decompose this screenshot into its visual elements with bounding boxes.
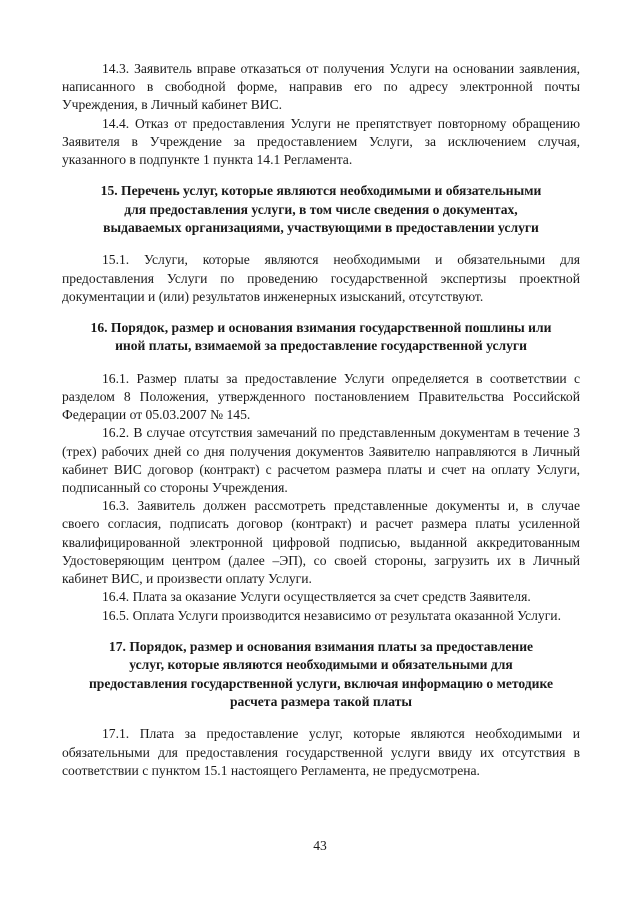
paragraph-14-4: 14.4. Отказ от предоставления Услуги не препятствует повторному обращению Заявителя в Учреждение за предоставлением Услуги, за исключением случая, указанного в подпункте 1 пункта 14.1 Регламента. <box>62 115 580 168</box>
section-17-heading-line-3: предоставления государственной услуги, включая информацию о методике <box>88 675 554 691</box>
section-15-heading <box>62 182 580 237</box>
paragraph-16-3: 16.3. Заявитель должен рассмотреть представленные документы и, в случае своего согласия, подписать договор (контракт) и расчет размера платы усиленной квалифицированной электронной цифровой подписью, выданной аккредитованным Удостоверяющим центром (далее –ЭП), со своей стороны, загрузить их в Личный кабинет ВИС, и произвести оплату Услуги. <box>62 498 580 587</box>
page-number: 43 <box>313 838 327 853</box>
paragraph-16-5: 16.5. Оплата Услуги производится независимо от результата оказанной Услуги. <box>102 607 561 623</box>
section-15-heading-line-1: 15. Перечень услуг, которые являются необходимыми и обязательными <box>100 183 542 199</box>
document-page <box>62 60 580 780</box>
paragraph-17-1: 17.1. Плата за предоставление услуг, которые являются необходимыми и обязательными для предоставления государственной услуги ввиду их отсутствия в соответствии с пунктом 15.1 настоящего Регламента, не предусмотрена. <box>62 726 580 778</box>
section-17-heading-line-4: расчета размера такой платы <box>229 693 413 709</box>
section-15-heading-line-3: выдаваемых организациями, участвующими в предоставлении услуги <box>103 220 539 236</box>
section-17-heading-line-1: 17. Порядок, размер и основания взимания платы за предоставление <box>108 638 534 654</box>
paragraph-14-3: 14.3. Заявитель вправе отказаться от получения Услуги на основании заявления, написанного в свободной форме, направив его по адресу электронной почты Учреждения, в Личный кабинет ВИС. <box>62 61 580 113</box>
paragraph-15-1: 15.1. Услуги, которые являются необходимыми и обязательными для предоставления Услуги по проведению государственной экспертизы проектной документации и (или) результатов инженерных изысканий, отсутствуют. <box>62 252 580 304</box>
section-16-heading-line-1: 16. Порядок, размер и основания взимания государственной пошлины или <box>90 320 552 336</box>
paragraph-16-1: 16.1. Размер платы за предоставление Услуги определяется в соответствии с разделом 8 Положения, утвержденного постановлением Правительства Российской Федерации от 05.03.2007 № 145. <box>62 370 580 423</box>
section-15-heading-line-2: для предоставления услуги, в том числе сведения о документах, <box>124 201 518 217</box>
section-17-heading <box>62 638 580 712</box>
paragraph-16-2: 16.2. В случае отсутствия замечаний по представленным документам в течение 3 (трех) рабочих дней со дня получения документов Заявителю направляются в Личный кабинет ВИС договор (контракт) с расчетом размера платы и счет на оплату Услуги, подписанный со стороны Учреждения. <box>62 425 580 496</box>
section-17-heading-line-2: услуг, которые являются необходимыми и обязательными для <box>129 657 513 673</box>
paragraph-16-4: 16.4. Плата за оказание Услуги осуществляется за счет средств Заявителя. <box>102 589 531 605</box>
section-16-heading-line-2: иной платы, взимаемой за предоставление государственной услуги <box>115 338 527 354</box>
section-16-heading <box>62 319 580 356</box>
